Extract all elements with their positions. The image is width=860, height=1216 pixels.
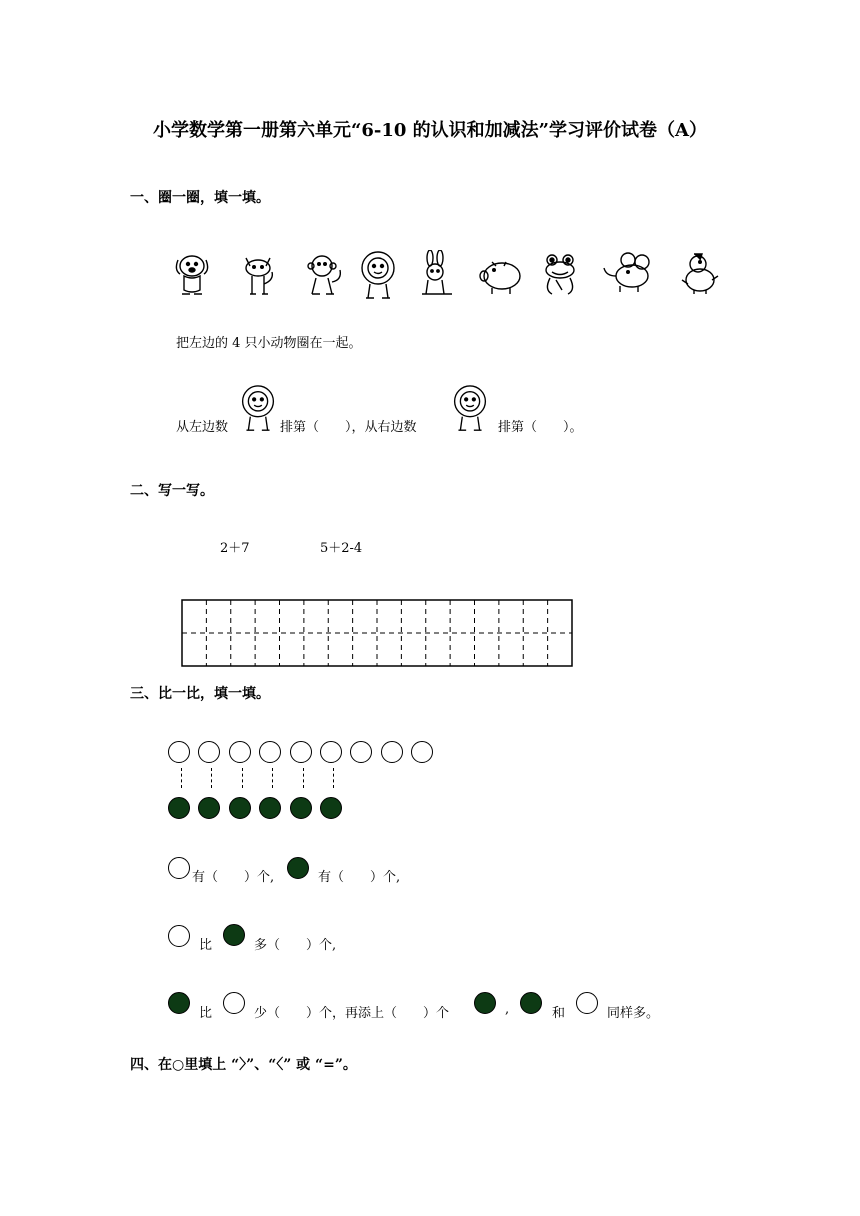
expression-2: 5＋2-4	[320, 541, 363, 556]
empty-circle-icon	[350, 741, 372, 763]
connector-dash-line	[181, 768, 182, 788]
empty-circle-icon	[198, 741, 220, 763]
animal-row	[170, 250, 730, 302]
section4-heading: 四、在○里填上 “〉”、“〈” 或 “=”。	[130, 1057, 357, 1073]
empty-circle-icon	[320, 741, 342, 763]
dog-icon	[170, 250, 214, 300]
connector-dash-line	[211, 768, 212, 788]
empty-circle-icon	[223, 992, 245, 1014]
empty-circle-icon	[576, 992, 598, 1014]
connector-dash-line	[242, 768, 243, 788]
connector-dash-line	[272, 768, 273, 788]
empty-circle-icon	[290, 741, 312, 763]
line3-text-e: 同样多。	[607, 1006, 660, 1021]
line3-text-a: 比	[199, 1006, 213, 1021]
page-title: 小学数学第一册第六单元“6-10 的认识和加减法”学习评价试卷（A）	[153, 120, 707, 141]
filled-circle-icon	[198, 797, 220, 819]
empty-circle-icon	[259, 741, 281, 763]
line3-text-b: 少（ ）个，再添上（ ）个	[254, 1006, 450, 1021]
empty-circle-icon	[411, 741, 433, 763]
rank-left-text: 排第（ ），从右边数	[280, 420, 417, 435]
line3-text-c: ,	[505, 1002, 510, 1017]
connector-dash-line	[333, 768, 334, 788]
line1-text-a: 有（ ）个,	[192, 870, 275, 885]
cat-icon	[238, 250, 278, 300]
empty-circle-icon	[168, 857, 190, 879]
empty-circle-icon	[168, 741, 190, 763]
lion-icon	[236, 384, 280, 434]
monkey-icon	[302, 250, 344, 300]
line2-text-a: 比	[199, 938, 213, 953]
mouse-icon	[602, 250, 654, 300]
filled-circle-icon	[168, 797, 190, 819]
lion-icon	[356, 250, 400, 302]
instruction-text: 把左边的 4 只小动物圈在一起。	[176, 336, 362, 351]
section3-heading: 三、比一比，填一填。	[130, 686, 270, 702]
empty-circle-icon	[381, 741, 403, 763]
line1-text-b: 有（ ）个,	[318, 870, 401, 885]
empty-circle-icon	[229, 741, 251, 763]
filled-circle-icon	[229, 797, 251, 819]
pig-icon	[476, 250, 524, 300]
filled-circle-icon	[259, 797, 281, 819]
frog-icon	[540, 250, 580, 300]
filled-circle-icon	[223, 924, 245, 946]
filled-circle-icon	[320, 797, 342, 819]
lion-icon	[448, 384, 492, 434]
filled-circle-icon	[287, 857, 309, 879]
rank-right-text: 排第（ ）。	[498, 420, 583, 435]
line3-text-d: 和	[552, 1006, 566, 1021]
empty-circle-icon	[168, 925, 190, 947]
section2-heading: 二、写一写。	[130, 483, 214, 499]
left-count-label: 从左边数	[176, 420, 229, 435]
filled-circle-icon	[520, 992, 542, 1014]
duck-icon	[678, 250, 722, 300]
rabbit-icon	[416, 250, 456, 300]
filled-circle-icon	[474, 992, 496, 1014]
expression-1: 2＋7	[220, 541, 250, 556]
connector-dash-line	[303, 768, 304, 788]
writing-grid[interactable]	[181, 599, 575, 673]
filled-circle-icon	[290, 797, 312, 819]
line2-text-b: 多（ ）个,	[254, 938, 337, 953]
section1-heading: 一、圈一圈，填一填。	[130, 190, 270, 206]
filled-circle-icon	[168, 992, 190, 1014]
